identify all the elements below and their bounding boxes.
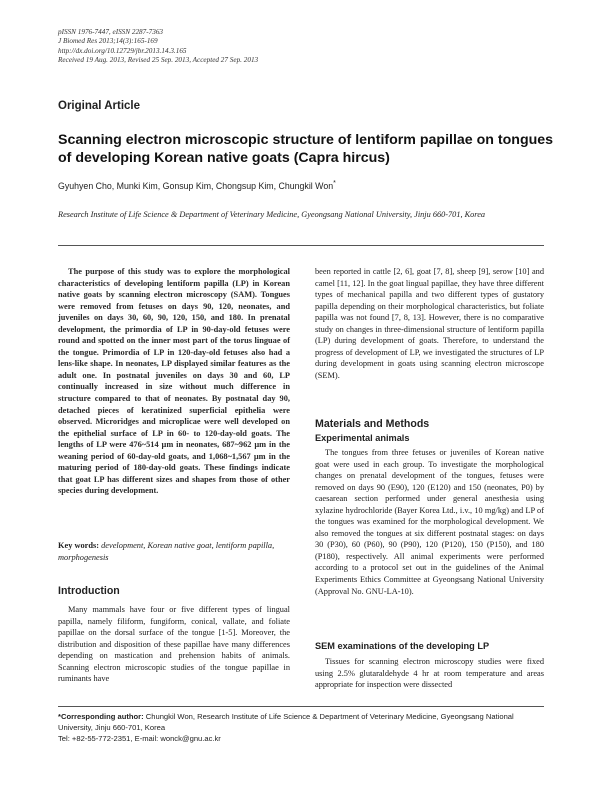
article-type: Original Article bbox=[58, 100, 141, 112]
journal-metadata bbox=[58, 28, 258, 66]
introduction-continued: been reported in cattle [2, 6], goat [7, 8], sheep [9], serow [10] and camel [11, 12]. In the goat lingual papillae, they have three different types of mechanical papilla and two different types of gustatory papilla depending on their morphological characteristics, but foliate papilla was not found [7, 8, 13]. However, there is no comparative study on changes in three-dimensional structure of lentiform papilla (LP) during development of goats. Therefore, to understand the progress of development of LP, we investigated the structures of LP during development in goats using scanning electron microscope (SEM). bbox=[315, 267, 544, 380]
experimental-animals-text: The tongues from three fetuses or juveniles of Korean native goat were used in each group. To investigate the morphological changes on prenatal development of the tongues, fetuses were removed on days 90 (E90), 120 (E120) and 150 (neonates, P0) by caesarean section performed under general anesthesia using xylazine hydrochloride (Bayer Korea Ltd., i.v., 10 mg/kg) and LP of the tongues was examined for the morphological development. We also removed the tongues at six different postnatal stages: on days 30 (P30), 60 (P60), 90 (P90), 120 (P120), 150 (P150), and 180 (P180), respectively. All animal experiments were performed according to a protocol set out in the guidelines of the Animal Experiments Ethics Committee at Gyeongsang National University (Approval No. GNU-LA-10). bbox=[315, 448, 544, 596]
materials-heading: Materials and Methods bbox=[315, 418, 430, 430]
sem-heading: SEM examinations of the developing LP bbox=[315, 641, 490, 651]
footnote-contact[interactable]: Tel: +82-55-772-2351, E-mail: wonck@gnu.ac.kr bbox=[58, 733, 221, 743]
article-title: Scanning electron microscopic structure of lentiform papillae on tongues of developing Korean native goats (Capra hircus) bbox=[58, 132, 554, 166]
abstract: The purpose of this study was to explore the morphological characteristics of developing lentiform papilla (LP) in Korean native goats by scanning electron microscopy (SAM). Tongues were removed from fetuses on days 90, 120, neonates, and juveniles on days 30, 60, 90, 120, 150, and 180. In prenatal development, the primordia of LP in 90-day-old fetuses were round and spotted on the inner most part of the torus linguae of the tongue. Primordia of LP in 120-day-old fetuses also had a lens-like shape. In neonates, LP displayed similar features as the adult one. In postnatal juveniles on days 30 and 60, LP continually increased in size without much difference in structure compared to that of neonates. By postnatal day 90, detached pieces of keratinized superficial epithelia were observed. Microridges and microplicae were well developed on the epithelial surface of LP in 60- to 120-day-old goats. The lengths of LP were 476~514 µm in neonates, 687~962 µm in the weaning period of 60-day-old goats, and 1,068~1,567 µm in the maturing period of 180-day-old goats. These findings indicate that goat LP has different sizes and shapes from those of other species during development. bbox=[58, 267, 290, 496]
author-names: Gyuhyen Cho, Munki Kim, Gonsup Kim, Chongsup Kim, Chungkil Won bbox=[58, 180, 334, 191]
corresponding-author-footnote bbox=[58, 712, 548, 744]
keywords-label: Key words: bbox=[58, 541, 100, 550]
introduction-heading: Introduction bbox=[58, 585, 120, 597]
keywords bbox=[58, 540, 290, 563]
introduction-text: Many mammals have four or five different types of lingual papilla, namely filiform, fungiform, conical, vallate, and foliate papillae on the dorsal surface of the tongue [1-5]. Moreover, the distribution and disposition of these papillae have many differences depending on mastication and prehension habits of animals. Scanning electron microscopic studies of the tongue papillae in ruminants have bbox=[58, 605, 290, 684]
footnote-divider bbox=[58, 706, 544, 707]
footnote-label: *Corresponding author: bbox=[58, 712, 144, 721]
issn-line: pISSN 1976-7447, eISSN 2287-7363 bbox=[58, 28, 164, 36]
journal-citation: J Biomed Res 2013;14(3):165-169 bbox=[58, 37, 158, 46]
keywords-text: development, Korean native goat, lentiform papilla, morphogenesis bbox=[58, 541, 275, 562]
received-dates: Received 19 Aug. 2013, Revised 25 Sep. 2013, Accepted 27 Sep. 2013 bbox=[58, 56, 259, 65]
header-divider bbox=[58, 245, 544, 246]
author-list bbox=[58, 180, 336, 191]
experimental-animals-heading: Experimental animals bbox=[315, 433, 410, 443]
sem-text: Tissues for scanning electron microscopy studies were fixed using 2.5% glutaraldehyde 4 hr at room temperature and areas appropriate for inspection were dissected bbox=[315, 657, 544, 690]
affiliation: Research Institute of Life Science & Department of Veterinary Medicine, Gyeongsang National University, Jinju 660-701, Korea bbox=[58, 210, 486, 219]
corresponding-mark: * bbox=[333, 180, 336, 187]
doi-link[interactable]: http://dx.doi.org/10.12729/jbr.2013.14.3.165 bbox=[58, 46, 187, 55]
footnote-text: Chungkil Won, Research Institute of Life Science & Department of Veterinary Medicine, Gyeongsang National University, Jinju 660-701, Korea bbox=[58, 712, 514, 732]
